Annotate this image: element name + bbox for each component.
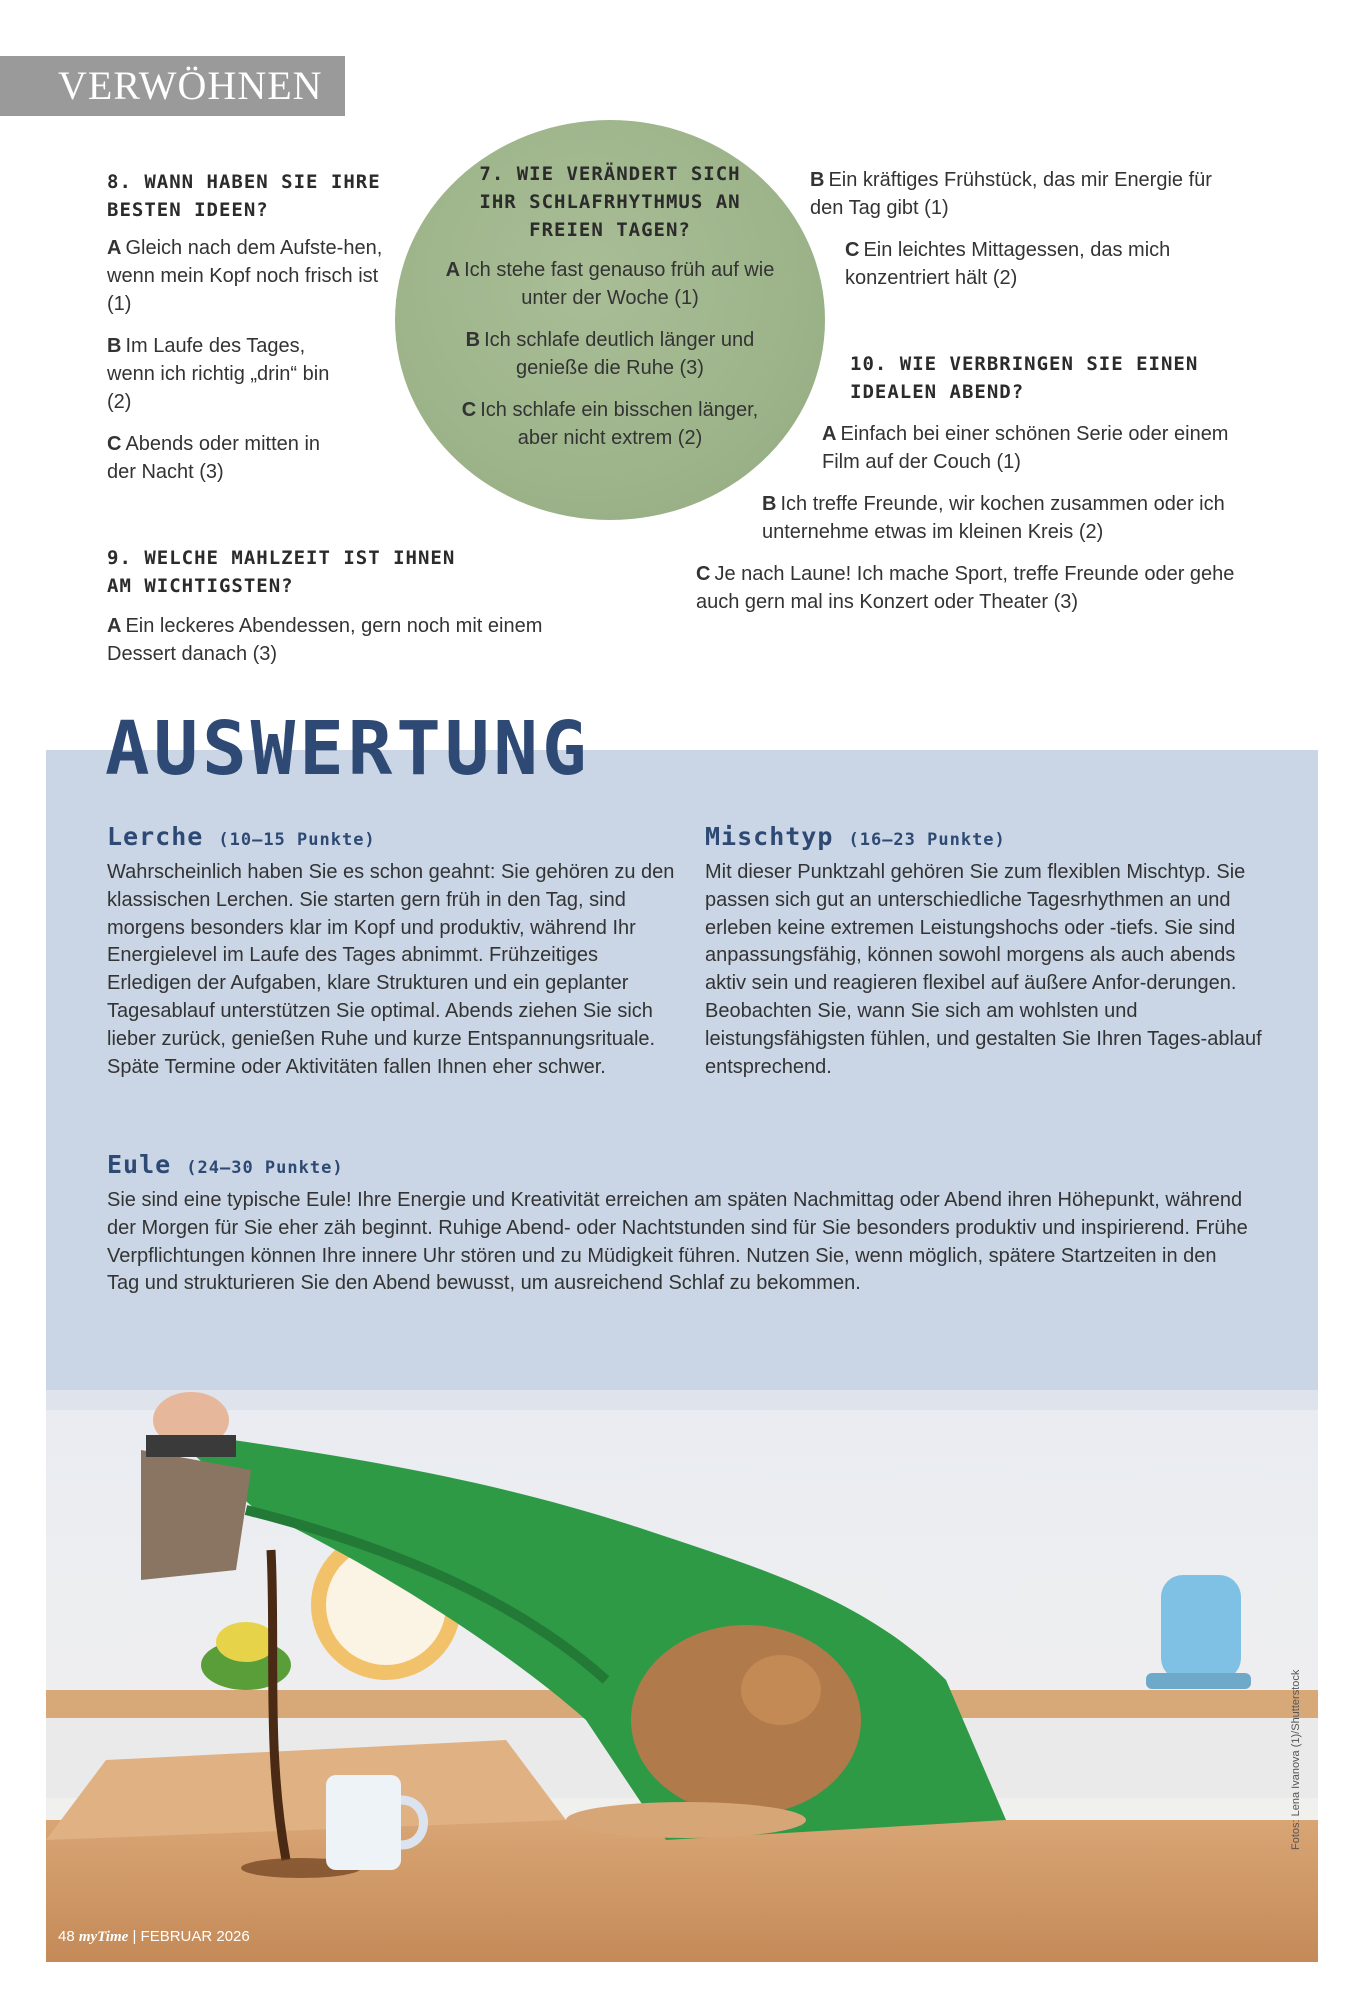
question-title: 7. WIE VERÄNDERT SICH IHR SCHLAFRHYTHMUS AN FREIEN TAGEN? — [479, 163, 741, 241]
type-heading — [107, 1150, 1252, 1183]
answer-letter: C — [107, 433, 122, 455]
type-range: (10–15 Punkte) — [218, 830, 376, 850]
type-range: (16–23 Punkte) — [848, 830, 1006, 850]
question-10 — [850, 350, 1250, 406]
answer-a — [822, 420, 1232, 476]
type-heading — [107, 822, 677, 855]
type-text: Wahrscheinlich haben Sie es schon geahnt: Sie gehören zu den klassischen Lerchen. Sie starten gern früh in den Tag, sind morgens besonders klar im Kopf und produktiv, während Ihr Energielevel im Laufe des Tages abnimmt. Frühzeitiges Erledigen der Aufgaben, klare Strukturen und ein geplanter Tagesablauf unterstützen Sie optimal. Abends ziehen Sie sich lieber zurück, genießen Ruhe und kurze Entspannungsrituale. Späte Termine oder Aktivitäten fallen Ihnen eher schwer. — [107, 861, 675, 1078]
answer-b — [810, 166, 1230, 222]
type-name: Mischtyp — [705, 822, 834, 851]
type-lerche — [107, 822, 677, 1081]
answer-a — [107, 234, 407, 318]
answer-c — [445, 396, 775, 452]
section-tag: VERWÖHNEN — [0, 56, 345, 116]
answer-text: Ein kräftiges Frühstück, das mir Energie für den Tag gibt (1) — [810, 169, 1212, 219]
answer-text: Ein leichtes Mittagessen, das mich konzentriert hält (2) — [845, 239, 1171, 289]
answer-letter: B — [810, 169, 825, 191]
answer-letter: C — [461, 399, 477, 421]
page-number: 48 — [58, 1928, 75, 1945]
answer-text: Ein leckeres Abendessen, gern noch mit einem Dessert danach (3) — [107, 615, 543, 665]
answer-letter: A — [445, 259, 461, 281]
answer-letter: B — [107, 335, 122, 357]
kitchen-photo — [46, 1390, 1318, 1962]
question-title: 8. WANN HABEN SIE IHRE BESTEN IDEEN? — [107, 171, 381, 221]
answer-b — [445, 326, 775, 382]
answer-a — [445, 256, 775, 312]
type-range: (24–30 Punkte) — [186, 1158, 344, 1178]
evaluation-title: AUSWERTUNG — [105, 706, 591, 792]
answer-text: Im Laufe des Tages, wenn ich richtig „drin“ bin (2) — [107, 335, 330, 413]
answer-b — [762, 490, 1232, 546]
answer-c — [107, 430, 337, 486]
answer-text: Ich schlafe ein bisschen länger, aber nicht extrem (2) — [480, 399, 759, 449]
question-7 — [445, 160, 775, 452]
question-9 — [107, 544, 597, 668]
answer-letter: B — [465, 329, 481, 351]
answer-letter: C — [696, 563, 711, 585]
answer-text: Ich treffe Freunde, wir kochen zusammen oder ich unternehme etwas im kleinen Kreis (2) — [762, 493, 1225, 543]
answer-b — [107, 332, 337, 416]
photo-credit: Fotos: Lena Ivanova (1)/Shutterstock — [1290, 1669, 1302, 1850]
answer-text: Je nach Laune! Ich mache Sport, treffe Freunde oder gehe auch gern mal ins Konzert oder Theater (3) — [696, 563, 1235, 613]
type-text: Sie sind eine typische Eule! Ihre Energie und Kreativität erreichen am späten Nachmittag oder Abend ihren Höhepunkt, während der Morgen für Sie eher zäh beginnt. Ruhige Abend- oder Nachtstunden sind für Sie besonders produktiv und inspirierend. Frühe Verpflichtungen können Ihre innere Uhr stören und zu Müdigkeit führen. Nutzen Sie, wenn möglich, spätere Startzeiten in den Tag und strukturieren Sie den Abend bewusst, um ausreichend Schlaf zu bekommen. — [107, 1189, 1248, 1295]
answer-c — [845, 236, 1235, 292]
question-8 — [107, 168, 407, 486]
type-text: Mit dieser Punktzahl gehören Sie zum flexiblen Mischtyp. Sie passen sich gut an unterschiedliche Tagesrhythmen an und erleben keine extremen Leistungshochs oder -tiefs. Sie sind anpassungsfähig, können sowohl morgens als auch abends aktiv sein und reagieren flexibel auf äußere Anfor-derungen. Beobachten Sie, wann Sie sich am wohlsten und leistungsfähigsten fühlen, und gestalten Sie Ihren Tages-ablauf entsprechend. — [705, 861, 1262, 1078]
page-footer — [58, 1928, 250, 1946]
answer-letter: C — [845, 239, 860, 261]
type-heading — [705, 822, 1275, 855]
tired-woman-pouring-coffee-image — [46, 1390, 1318, 1962]
answer-c — [696, 560, 1236, 616]
answer-letter: A — [107, 237, 122, 259]
answer-text: Einfach bei einer schönen Serie oder einem Film auf der Couch (1) — [822, 423, 1229, 473]
answer-a — [107, 612, 597, 668]
question-title: 10. WIE VERBRINGEN SIE EINEN IDEALEN ABEND? — [850, 353, 1199, 403]
magazine-brand: myTime — [78, 1929, 129, 1945]
answer-text: Abends oder mitten in der Nacht (3) — [107, 433, 321, 483]
answer-text: Ich schlafe deutlich länger und genieße die Ruhe (3) — [484, 329, 755, 379]
issue-date: | FEBRUAR 2026 — [132, 1928, 250, 1945]
answer-letter: A — [822, 423, 837, 445]
answer-text: Ich stehe fast genauso früh auf wie unter der Woche (1) — [464, 259, 775, 309]
type-mischtyp — [705, 822, 1275, 1081]
type-name: Eule — [107, 1150, 172, 1179]
answer-letter: A — [107, 615, 122, 637]
question-title: 9. WELCHE MAHLZEIT IST IHNEN AM WICHTIGSTEN? — [107, 547, 456, 597]
type-eule — [107, 1150, 1252, 1298]
type-name: Lerche — [107, 822, 204, 851]
answer-text: Gleich nach dem Aufste-hen, wenn mein Kopf noch frisch ist (1) — [107, 237, 383, 315]
answer-letter: B — [762, 493, 777, 515]
